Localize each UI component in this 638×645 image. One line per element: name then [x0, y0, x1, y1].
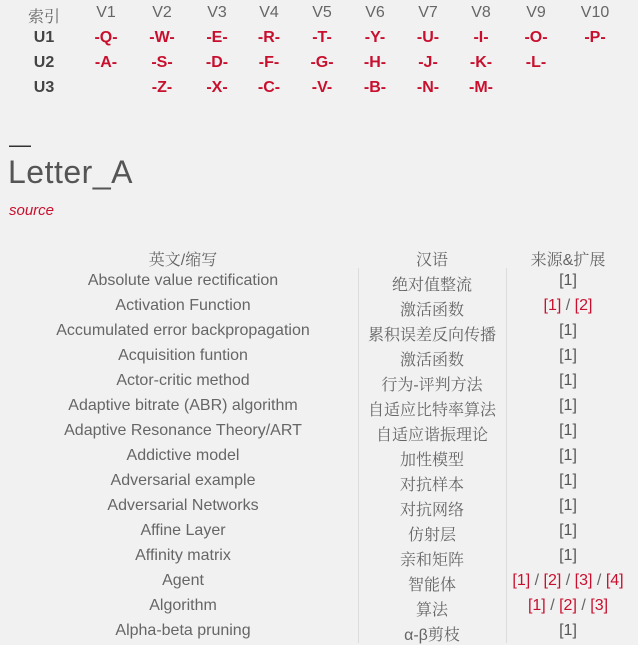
term-sources	[559, 372, 577, 390]
index-row-label: U2	[33, 54, 55, 71]
reference-link[interactable]: [1]	[559, 447, 577, 464]
term-english: Acquisition funtion	[118, 347, 248, 364]
term-sources	[559, 322, 577, 340]
term-sources	[559, 472, 577, 490]
index-letter-link[interactable]: -K-	[469, 54, 493, 71]
glossary-row	[0, 618, 638, 643]
term-english: Affine Layer	[140, 522, 226, 539]
index-letter-link[interactable]: -B-	[363, 79, 387, 96]
index-letter-link[interactable]: -R-	[257, 29, 281, 46]
index-header-row	[0, 0, 638, 25]
term-chinese: 累积误差反向传播	[367, 327, 497, 344]
index-letter-link[interactable]: -P-	[584, 29, 606, 46]
glossary-row	[0, 318, 638, 343]
index-row-label: U3	[33, 79, 55, 96]
ref-separator: /	[561, 572, 575, 589]
index-col-header: V1	[96, 4, 116, 21]
term-chinese: 加性模型	[399, 452, 465, 469]
index-col-header: V10	[580, 4, 610, 21]
reference-link[interactable]: [1]	[512, 572, 531, 589]
reference-link[interactable]: [3]	[574, 572, 593, 589]
reference-link[interactable]: [2]	[543, 572, 562, 589]
header-english: 英文/缩写	[148, 252, 218, 269]
index-letter-link[interactable]: -S-	[151, 54, 173, 71]
reference-link[interactable]: [1]	[559, 497, 577, 514]
reference-link[interactable]: [1]	[559, 322, 577, 339]
column-divider	[358, 268, 359, 643]
index-row	[0, 25, 638, 50]
index-letter-link[interactable]: -L-	[525, 54, 547, 71]
index-row-label: U1	[33, 29, 55, 46]
term-english: Adaptive Resonance Theory/ART	[64, 422, 302, 439]
reference-link[interactable]: [1]	[527, 597, 546, 614]
term-sources	[559, 272, 577, 290]
letter-index-table	[0, 0, 638, 100]
index-letter-link[interactable]: -A-	[94, 54, 118, 71]
index-row	[0, 50, 638, 75]
term-chinese: 自适应谐振理论	[375, 427, 489, 444]
term-sources	[544, 297, 593, 315]
index-letter-link[interactable]: -I-	[473, 29, 489, 46]
index-letter-link[interactable]: -E-	[206, 29, 228, 46]
index-col-header: V9	[526, 4, 546, 21]
section-title: Letter_A	[8, 154, 133, 190]
term-english: Alpha-beta pruning	[115, 622, 251, 639]
index-col-header: V5	[312, 4, 332, 21]
glossary-row	[0, 268, 638, 293]
term-english: Actor-critic method	[116, 372, 250, 389]
term-chinese: 行为-评判方法	[381, 377, 483, 394]
glossary-row	[0, 518, 638, 543]
reference-link[interactable]: [2]	[574, 297, 593, 314]
ref-separator: /	[576, 597, 591, 614]
index-col-header: V6	[365, 4, 385, 21]
ref-separator: /	[561, 297, 575, 314]
glossary-row	[0, 418, 638, 443]
header-source: 来源&扩展	[530, 252, 606, 269]
index-letter-link[interactable]: -D-	[205, 54, 229, 71]
term-chinese: 智能体	[407, 577, 457, 594]
glossary-row	[0, 493, 638, 518]
index-letter-link[interactable]: -Z-	[151, 79, 173, 96]
reference-link[interactable]: [1]	[543, 297, 562, 314]
index-letter-link[interactable]: -Q-	[94, 29, 118, 46]
section-separator: —	[9, 132, 31, 157]
index-letter-link[interactable]: -V-	[311, 79, 333, 96]
term-sources	[559, 397, 577, 415]
term-chinese: 对抗样本	[399, 477, 465, 494]
term-chinese: α-β剪枝	[404, 627, 460, 644]
term-english: Activation Function	[115, 297, 251, 314]
index-letter-link[interactable]: -F-	[258, 54, 280, 71]
glossary-row	[0, 343, 638, 368]
ref-separator: /	[530, 572, 544, 589]
reference-link[interactable]: [1]	[559, 347, 577, 364]
reference-link[interactable]: [4]	[605, 572, 624, 589]
term-english: Accumulated error backpropagation	[56, 322, 310, 339]
glossary-header-row	[0, 243, 638, 268]
column-divider	[506, 268, 507, 643]
term-chinese: 激活函数	[399, 352, 465, 369]
index-col-header: V2	[152, 4, 172, 21]
header-chinese: 汉语	[415, 252, 449, 269]
term-sources	[559, 622, 577, 640]
term-english: Adaptive bitrate (ABR) algorithm	[68, 397, 298, 414]
term-sources	[559, 422, 577, 440]
term-sources	[559, 497, 577, 515]
index-letter-link[interactable]: -H-	[363, 54, 387, 71]
index-letter-link[interactable]: -T-	[312, 29, 332, 46]
glossary-row	[0, 568, 638, 593]
ref-separator: /	[592, 572, 606, 589]
reference-link[interactable]: [1]	[559, 472, 577, 489]
term-chinese: 激活函数	[399, 302, 465, 319]
index-row	[0, 75, 638, 100]
reference-link[interactable]: [2]	[559, 597, 577, 614]
index-header-label: 索引	[27, 9, 61, 26]
glossary-row	[0, 293, 638, 318]
index-col-header: V4	[259, 4, 279, 21]
term-english: Addictive model	[126, 447, 240, 464]
reference-link[interactable]: [1]	[559, 622, 577, 639]
index-letter-link[interactable]: -C-	[257, 79, 281, 96]
ref-separator: /	[545, 597, 560, 614]
reference-link[interactable]: [3]	[590, 597, 609, 614]
glossary-row	[0, 443, 638, 468]
term-english: Adversarial example	[110, 472, 256, 489]
term-chinese: 亲和矩阵	[399, 552, 465, 569]
term-chinese: 绝对值整流	[391, 277, 473, 294]
index-letter-link[interactable]: -M-	[469, 79, 493, 96]
glossary-row	[0, 593, 638, 618]
term-english: Adversarial Networks	[107, 497, 259, 514]
index-letter-link[interactable]: -O-	[524, 29, 548, 46]
index-col-header: V8	[471, 4, 491, 21]
index-col-header: V3	[207, 4, 227, 21]
term-english: Absolute value rectification	[87, 272, 279, 289]
reference-link[interactable]: [1]	[559, 272, 577, 289]
index-letter-link[interactable]: -W-	[149, 29, 175, 46]
term-chinese: 仿射层	[407, 527, 457, 544]
index-letter-link[interactable]: -N-	[416, 79, 440, 96]
glossary-table	[0, 243, 638, 643]
glossary-row	[0, 468, 638, 493]
term-sources	[559, 547, 577, 565]
index-letter-link[interactable]: -X-	[206, 79, 228, 96]
glossary-row	[0, 368, 638, 393]
term-chinese: 算法	[415, 602, 449, 619]
index-col-header: V7	[418, 4, 438, 21]
index-letter-link[interactable]: -U-	[416, 29, 440, 46]
term-sources	[559, 522, 577, 540]
term-sources	[512, 572, 623, 590]
index-letter-link[interactable]: -G-	[310, 54, 334, 71]
reference-link[interactable]: [1]	[559, 372, 577, 389]
glossary-row	[0, 543, 638, 568]
term-sources	[559, 447, 577, 465]
term-english: Agent	[162, 572, 204, 589]
reference-link[interactable]: [1]	[559, 422, 577, 439]
reference-link[interactable]: [1]	[559, 397, 577, 414]
term-sources	[528, 597, 608, 615]
glossary-row	[0, 393, 638, 418]
source-link[interactable]: source	[9, 202, 55, 219]
reference-link[interactable]: [1]	[559, 522, 577, 539]
reference-link[interactable]: [1]	[559, 547, 577, 564]
index-letter-link[interactable]: -Y-	[364, 29, 386, 46]
term-chinese: 对抗网络	[399, 502, 465, 519]
term-english: Algorithm	[149, 597, 217, 614]
term-sources	[559, 347, 577, 365]
term-english: Affinity matrix	[135, 547, 231, 564]
term-chinese: 自适应比特率算法	[367, 402, 497, 419]
index-letter-link[interactable]: -J-	[418, 54, 438, 71]
